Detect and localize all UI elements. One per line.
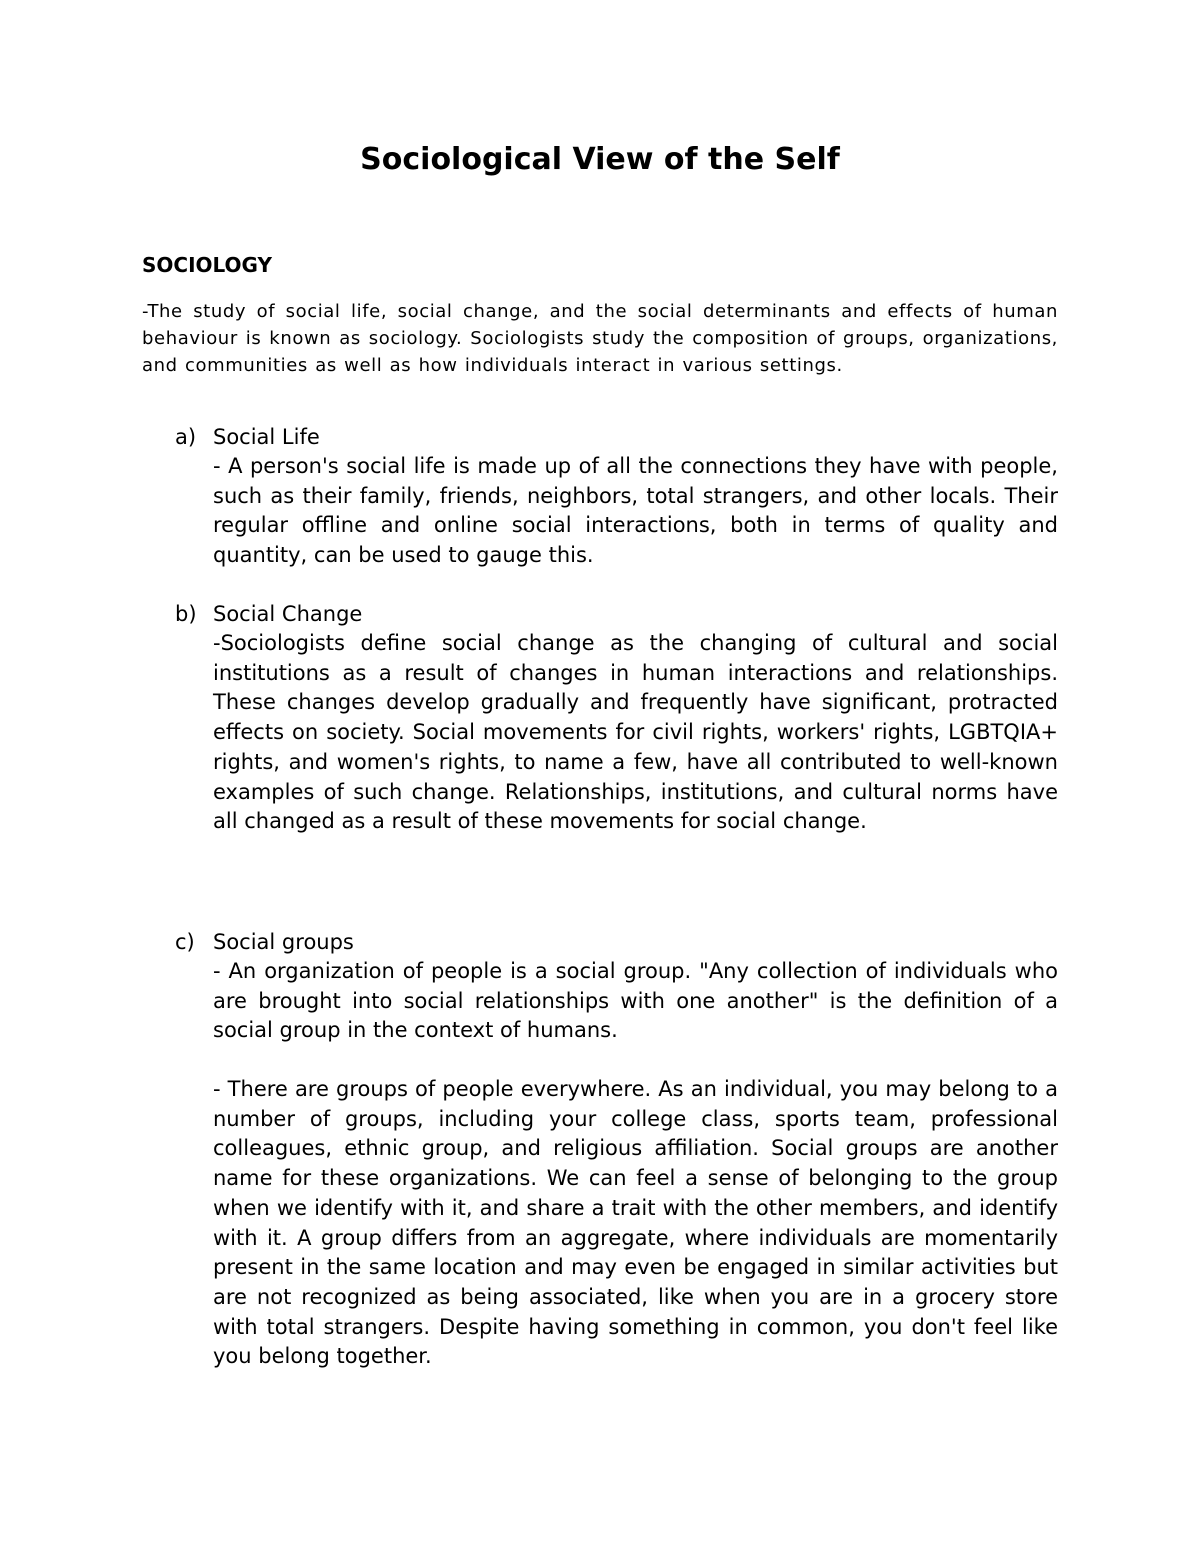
page-title: Sociological View of the Self — [360, 142, 840, 177]
list-item-title: Social Life — [213, 425, 320, 449]
list-marker: a) — [175, 425, 197, 449]
list-item-title: Social groups — [213, 930, 354, 954]
list-item-body: - An organization of people is a social group. "Any collection of individuals who are brought into social relationships with one another" is the definition of a social group in the context of humans. — [213, 959, 1058, 1043]
list-item-body: -Sociologists define social change as the changing of cultural and social institutions as a result of changes in human interactions and relationships. These changes develop gradually and frequently have significant, protracted effects on society. Social movements for civil rights, workers' rights, LGBTQIA+ rights, and women's rights, to name a few, have all contributed to well-known examples of such change. Relationships, institutions, and cultural norms have all changed as a result of these movements for social change. — [213, 631, 1058, 834]
list-marker: c) — [175, 930, 195, 954]
list-item-body-continued: - There are groups of people everywhere. As an individual, you may belong to a number of groups, including your college class, sports team, professional colleagues, ethnic group, and religious affiliation. Social groups are another name for these organizations. We can feel a sense of belonging to the group when we identify with it, and share a trait with the other members, and identify with it. A group differs from an aggregate, where individuals are momentarily present in the same location and may even be engaged in similar activities but are not recognized as being associated, like when you are in a grocery store with total strangers. Despite having something in common, you don't feel like you belong together. — [213, 1077, 1058, 1369]
list-item-body: - A person's social life is made up of all the connections they have with people, such as their family, friends, neighbors, total strangers, and other locals. Their regular offline and online social interactions, both in terms of quality and quantity, can be used to gauge this. — [213, 454, 1058, 568]
section-heading: SOCIOLOGY — [142, 253, 273, 277]
intro-paragraph: -The study of social life, social change, and the social determinants and effects of human behaviour is known as sociology. Sociologists study the composition of groups, organizations, and communities as well as how individuals interact in various settings. — [142, 301, 1058, 376]
list-marker: b) — [175, 602, 197, 626]
list-item-title: Social Change — [213, 602, 363, 626]
